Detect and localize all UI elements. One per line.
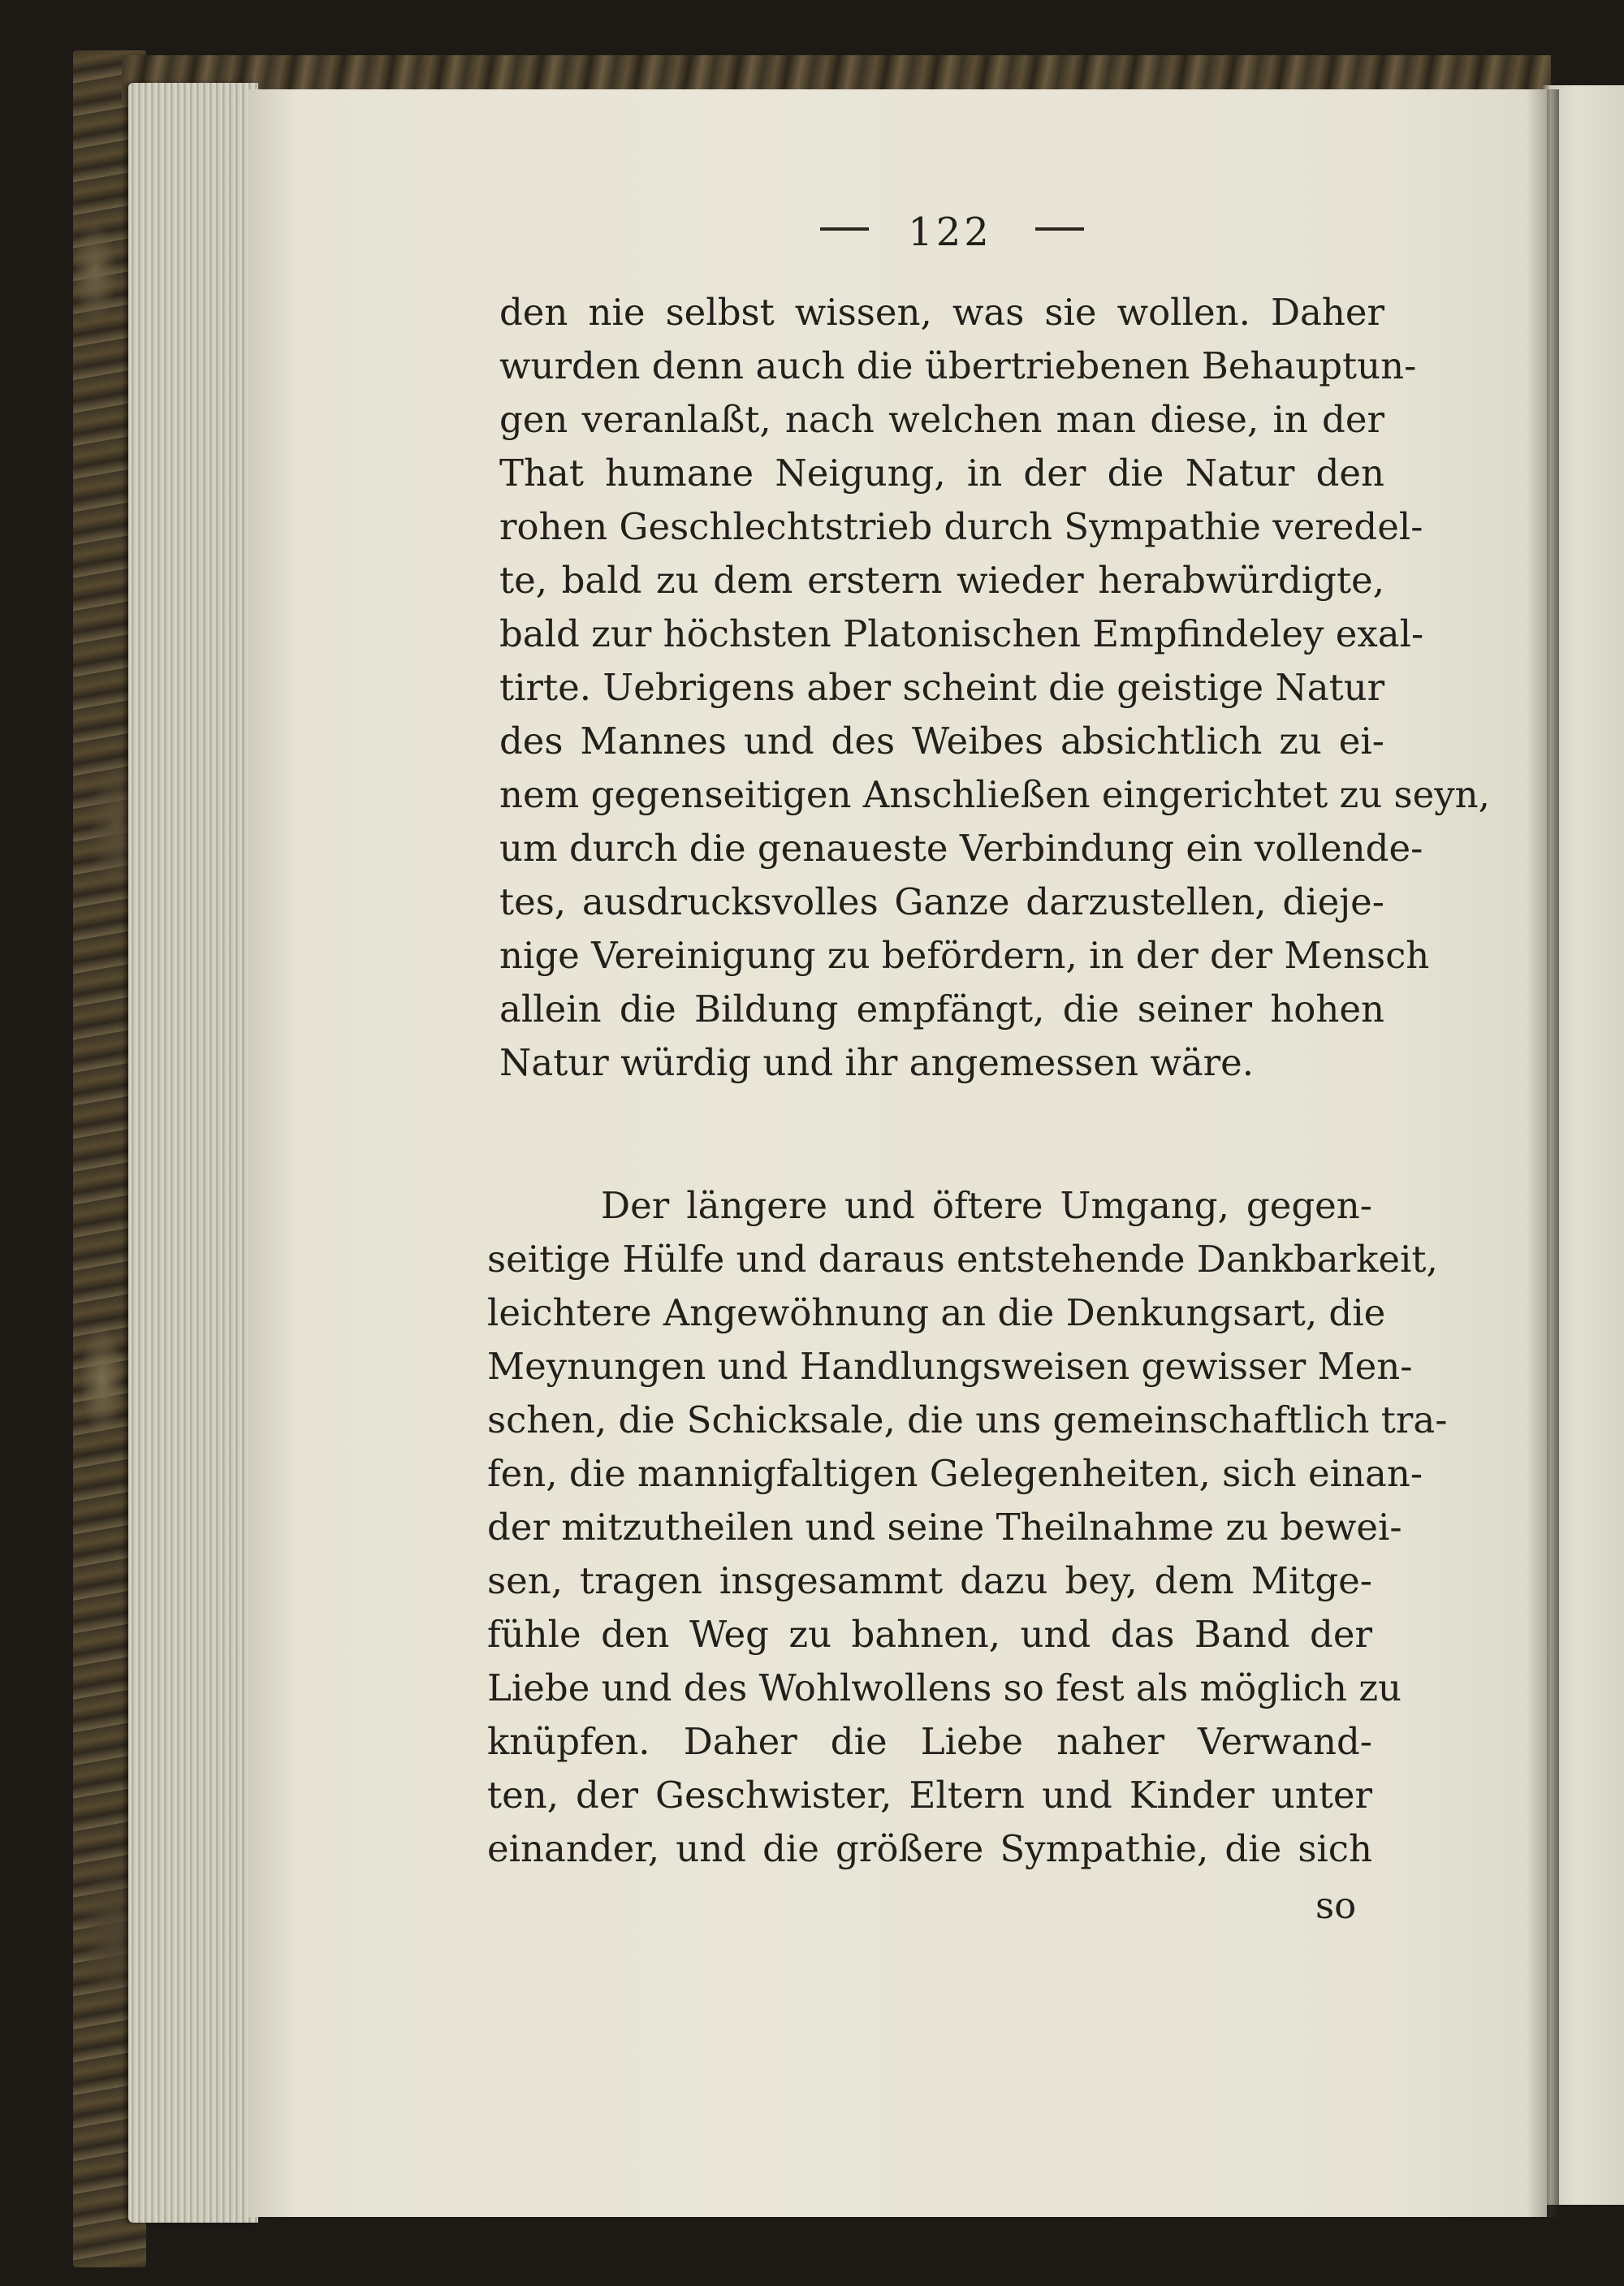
text-line: allein die Bildung empfängt, die seiner hohen <box>499 987 1384 1031</box>
text-line: ten, der Geschwister, Eltern und Kinder unter <box>487 1774 1372 1817</box>
text-line: rohen Geschlechtstrieb durch Sympathie veredel- <box>499 505 1423 548</box>
catchword: so <box>1315 1884 1357 1927</box>
text-line: That humane Neigung, in der die Natur den <box>499 452 1384 495</box>
page-number: 122 <box>908 210 992 255</box>
text-line: Meynungen und Handlungsweisen gewisser Men- <box>487 1345 1413 1388</box>
text-line: knüpfen. Daher die Liebe naher Verwand- <box>487 1720 1372 1763</box>
text-line: fen, die mannigfaltigen Gelegenheiten, sich einan- <box>487 1452 1423 1495</box>
text-line: nige Vereinigung zu befördern, in der der Mensch <box>499 934 1430 977</box>
text-line: Der längere und öftere Umgang, gegen- <box>601 1184 1372 1227</box>
text-line: tirte. Uebrigens aber scheint die geistige Natur <box>499 666 1385 709</box>
gutter-shadow <box>1527 89 1559 2217</box>
page-number-dash-right <box>1035 227 1084 231</box>
text-line: wurden denn auch die übertriebenen Behauptun- <box>499 344 1417 387</box>
text-line: um durch die genaueste Verbindung ein vollende- <box>499 827 1423 870</box>
text-line: seitige Hülfe und daraus entstehende Dankbarkeit, <box>487 1238 1438 1281</box>
page-edges-stack <box>128 83 258 2223</box>
text-line: fühle den Weg zu bahnen, und das Band der <box>487 1613 1372 1656</box>
text-line: der mitzutheilen und seine Theilnahme zu bewei- <box>487 1506 1402 1549</box>
text-line: tes, ausdrucksvolles Ganze darzustellen, dieje- <box>499 880 1384 923</box>
text-line: Liebe und des Wohlwollens so fest als möglich zu <box>487 1666 1402 1709</box>
text-line: gen veranlaßt, nach welchen man diese, in der <box>499 398 1384 441</box>
text-line: des Mannes und des Weibes absichtlich zu ei- <box>499 720 1384 763</box>
text-line: den nie selbst wissen, was sie wollen. Daher <box>499 291 1384 334</box>
text-line: bald zur höchsten Platonischen Empfindeley exal- <box>499 612 1424 655</box>
text-line: einander, und die größere Sympathie, die sich <box>487 1827 1372 1870</box>
text-line: schen, die Schicksale, die uns gemeinschaftlich tra- <box>487 1398 1448 1441</box>
text-line: leichtere Angewöhnung an die Denkungsart, die <box>487 1291 1386 1334</box>
text-line: Natur würdig und ihr angemessen wäre. <box>499 1041 1255 1084</box>
text-line: nem gegenseitigen Anschließen eingerichtet zu seyn, <box>499 773 1490 816</box>
text-line: sen, tragen insgesammt dazu bey, dem Mitge- <box>487 1559 1372 1602</box>
text-line: te, bald zu dem erstern wieder herabwürdigte, <box>499 559 1384 602</box>
